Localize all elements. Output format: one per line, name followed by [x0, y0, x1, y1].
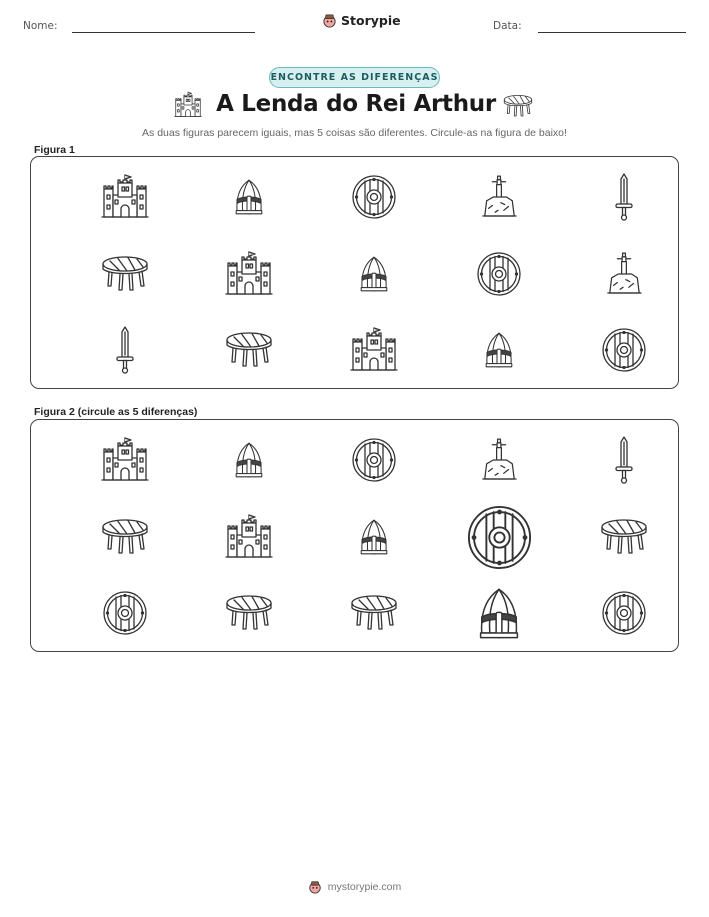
castle-icon: [75, 167, 175, 227]
footer: [0, 880, 709, 894]
footer-url[interactable]: mystorypie.com: [327, 881, 402, 893]
table-icon[interactable]: [75, 507, 175, 567]
brand-logo: [322, 13, 401, 28]
table-icon[interactable]: [574, 507, 674, 567]
table-icon[interactable]: [199, 583, 299, 643]
storypie-mascot-icon: [322, 13, 337, 28]
shield-icon: [324, 167, 424, 227]
table-icon: [75, 244, 175, 304]
shield-icon[interactable]: [324, 430, 424, 490]
date-line[interactable]: [538, 32, 686, 33]
figure2-panel[interactable]: [30, 419, 679, 652]
sword-icon: [574, 167, 674, 227]
shield-icon: [449, 244, 549, 304]
figure1-panel: [30, 156, 679, 389]
brand-name: Storypie: [341, 13, 401, 28]
shield-icon[interactable]: [75, 583, 175, 643]
name-label: Nome:: [23, 20, 58, 32]
sword-in-stone-icon[interactable]: [449, 430, 549, 490]
table-icon: [199, 320, 299, 380]
instructions: As duas figuras parecem iguais, mas 5 coisas são diferentes. Circule-as na figura de baixo!: [142, 127, 567, 139]
castle-icon: [324, 320, 424, 380]
shield-icon[interactable]: [449, 507, 549, 567]
figure2-label: Figura 2 (circule as 5 diferenças): [34, 406, 198, 418]
sword-icon[interactable]: [574, 430, 674, 490]
shield-icon[interactable]: [574, 583, 674, 643]
activity-badge: ENCONTRE AS DIFERENÇAS: [269, 67, 440, 88]
table-icon[interactable]: [324, 583, 424, 643]
round-table-icon: [503, 93, 533, 123]
helmet-icon[interactable]: [199, 430, 299, 490]
storypie-mascot-icon: [308, 880, 322, 894]
page-title: A Lenda do Rei Arthur: [216, 91, 496, 117]
helmet-icon: [449, 320, 549, 380]
shield-icon: [574, 320, 674, 380]
castle-icon: [174, 91, 202, 123]
helmet-icon[interactable]: [449, 583, 549, 643]
sword-in-stone-icon: [574, 244, 674, 304]
sword-in-stone-icon: [449, 167, 549, 227]
helmet-icon: [324, 244, 424, 304]
name-line[interactable]: [72, 32, 255, 33]
sword-icon: [75, 320, 175, 380]
castle-icon: [199, 244, 299, 304]
castle-icon[interactable]: [75, 430, 175, 490]
helmet-icon: [199, 167, 299, 227]
date-label: Data:: [493, 20, 522, 32]
helmet-icon[interactable]: [324, 507, 424, 567]
figure1-label: Figura 1: [34, 144, 75, 156]
castle-icon[interactable]: [199, 507, 299, 567]
